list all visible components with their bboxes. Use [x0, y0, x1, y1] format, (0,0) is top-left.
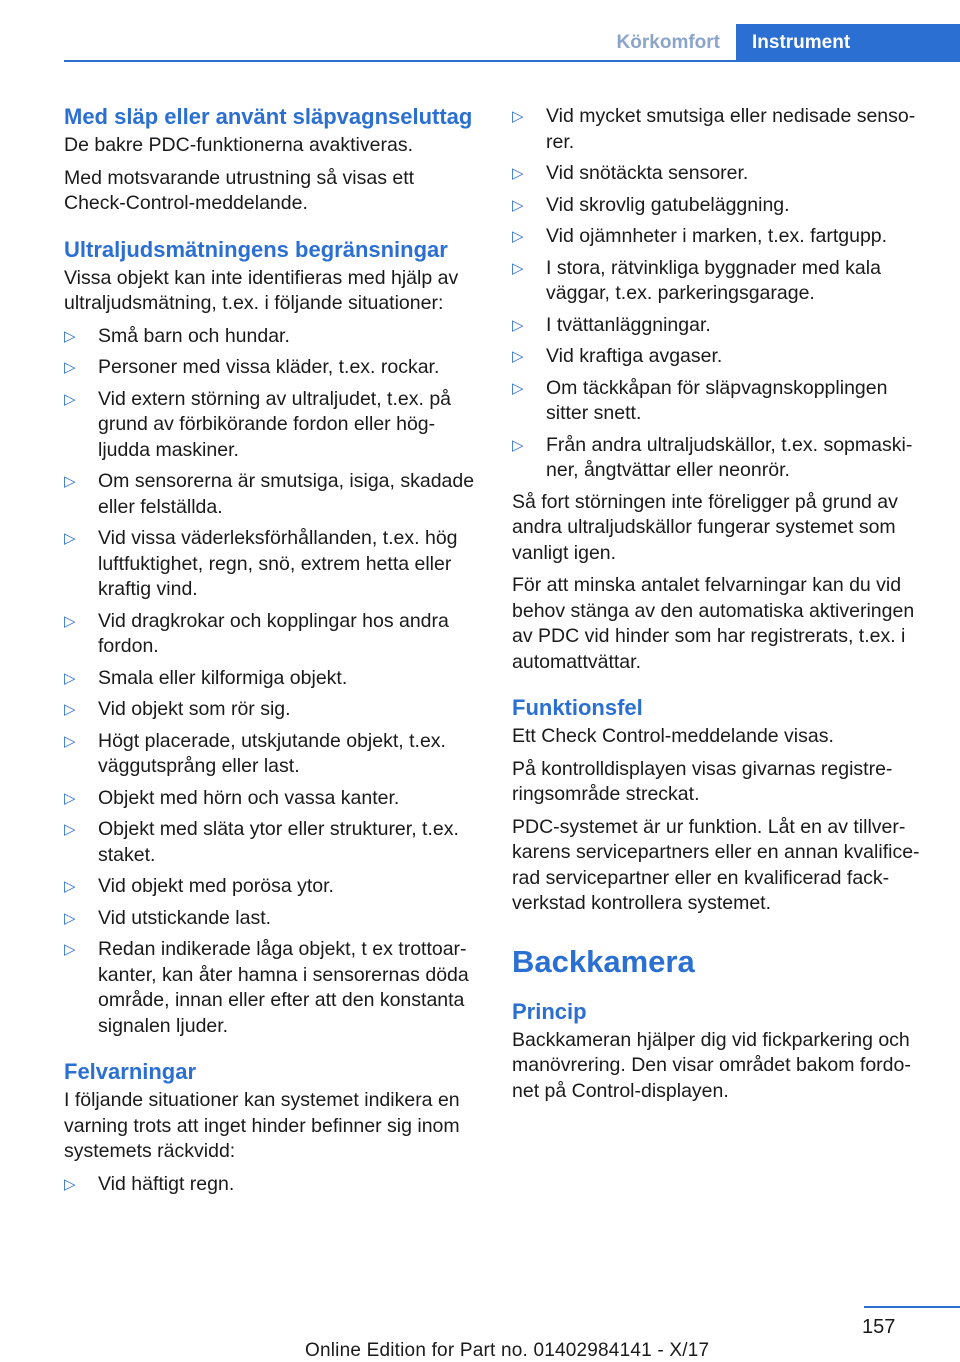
- heading-principle: Princip: [512, 998, 587, 1024]
- list-item-text: Om sensorerna är smutsiga, isiga, skadade eller felställda.: [98, 470, 475, 518]
- list-item: [64, 526, 479, 603]
- heading-malfunction: Funktionsfel: [512, 695, 643, 720]
- list-item-text: Högt placerade, utskjutande objekt, t.ex. väggutsprång eller last.: [98, 729, 446, 777]
- paragraph: Vissa objekt kan inte identifieras med hjälp av ultraljudsmätning, t.ex. i följande situationer:: [64, 266, 459, 314]
- list-item: [512, 104, 930, 155]
- triangle-bullet-icon: ▷: [64, 732, 76, 750]
- edition-footer: Online Edition for Part no. 01402984141 - X/17: [305, 1340, 710, 1361]
- list-item-text: Smala eller kilformiga objekt.: [98, 666, 348, 689]
- list-item-text: Personer med vissa kläder, t.ex. rockar.: [98, 356, 440, 378]
- triangle-bullet-icon: ▷: [512, 228, 524, 245]
- list-item-text: Objekt med släta ytor eller strukturer, t.ex. staket.: [98, 818, 459, 866]
- list-item: [64, 387, 479, 464]
- triangle-bullet-icon: ▷: [64, 909, 76, 927]
- paragraph: På kontrolldisplayen visas givarnas registre-ringsområde streckat.: [512, 757, 893, 805]
- header-rule: [64, 60, 960, 62]
- list-item: [64, 786, 479, 812]
- list-item-text: Små barn och hundar.: [98, 324, 290, 347]
- list-item: [512, 193, 930, 219]
- list-item-text: Vid mycket smutsiga eller nedisade senso-rer.: [546, 105, 916, 153]
- list-item-text: Vid skrovlig gatubeläggning.: [546, 193, 790, 216]
- heading-false-alarms: Felvarningar: [64, 1059, 197, 1084]
- list-item: [512, 161, 930, 187]
- list-item-text: Vid utstickande last.: [98, 906, 272, 929]
- list-item-text: Om täckkåpan för släpvagnskopplingen sitter snett.: [546, 376, 888, 424]
- paragraph: De bakre PDC-funktionerna avaktiveras.: [64, 134, 413, 156]
- list-item-text: Vid häftigt regn.: [98, 1172, 235, 1195]
- heading-limits: Ultraljudsmätningens begränsningar: [64, 236, 448, 262]
- list-item-text: Vid kraftiga avgaser.: [546, 345, 723, 367]
- list-item: [64, 906, 479, 932]
- triangle-bullet-icon: ▷: [64, 701, 76, 718]
- triangle-bullet-icon: ▷: [64, 359, 76, 376]
- triangle-bullet-icon: ▷: [512, 196, 524, 214]
- triangle-bullet-icon: ▷: [64, 821, 76, 838]
- list-item: [64, 874, 479, 900]
- tab-section[interactable]: Körkomfort: [616, 32, 720, 53]
- tab-active-chapter[interactable]: Instrument: [736, 24, 960, 61]
- list-item-text: Vid dragkrokar och kopplingar hos andra fordon.: [98, 609, 449, 657]
- list-item: [64, 817, 479, 868]
- list-item-text: Vid snötäckta sensorer.: [546, 162, 749, 184]
- triangle-bullet-icon: ▷: [64, 327, 76, 345]
- paragraph: Ett Check Control-meddelande visas.: [512, 725, 834, 747]
- paragraph: För att minska antalet felvarningar kan du vid behov stänga av den automatiska aktiveringen av PDC vid hinder som har registrerats, t.ex. i automattvättar.: [512, 574, 915, 673]
- paragraph: I följande situationer kan systemet indikera en varning trots att inget hinder befinner sig inom systemets räckvidd:: [64, 1089, 460, 1162]
- right-column: [512, 104, 930, 1111]
- list-item-text: Vid vissa väderleksförhållanden, t.ex. hög luftfuktighet, regn, snö, extrem hetta eller kraftig vind.: [98, 527, 458, 600]
- list-item-text: Från andra ultraljudskällor, t.ex. sopmaski-ner, ångtvättar eller neonrör.: [546, 433, 913, 481]
- list-item: [64, 609, 479, 660]
- false-alarms-list-continued: [512, 104, 930, 484]
- paragraph: Så fort störningen inte föreligger på grund av andra ultraljudskällor fungerar systemet som vanligt igen.: [512, 490, 898, 564]
- triangle-bullet-icon: ▷: [64, 1175, 76, 1193]
- list-item: [512, 256, 930, 307]
- triangle-bullet-icon: ▷: [512, 348, 524, 365]
- list-item-text: I tvättanläggningar.: [546, 313, 711, 336]
- triangle-bullet-icon: ▷: [512, 108, 524, 125]
- triangle-bullet-icon: ▷: [512, 379, 524, 397]
- list-item: [64, 666, 479, 692]
- triangle-bullet-icon: ▷: [64, 669, 76, 687]
- list-item-text: Vid extern störning av ultraljudet, t.ex. på grund av förbikörande fordon eller hög-ljudda maskiner.: [98, 387, 452, 461]
- list-item-text: I stora, rätvinkliga byggnader med kala väggar, t.ex. parkeringsgarage.: [546, 256, 881, 304]
- list-item: [512, 376, 930, 427]
- list-item-text: Vid objekt med porösa ytor.: [98, 875, 334, 897]
- heading-trailer: Med släp eller använt släpvagnseluttag: [64, 104, 473, 129]
- header-tabs: [601, 24, 960, 61]
- triangle-bullet-icon: ▷: [64, 473, 76, 490]
- list-item: [64, 469, 479, 520]
- list-item: [512, 313, 930, 339]
- triangle-bullet-icon: ▷: [512, 259, 524, 277]
- left-column: [64, 104, 479, 1203]
- list-item-text: Vid objekt som rör sig.: [98, 698, 291, 720]
- list-item: [512, 224, 930, 250]
- list-item: [64, 697, 479, 723]
- list-item: [64, 937, 479, 1039]
- list-item: [64, 1172, 479, 1198]
- list-item: [512, 433, 930, 484]
- triangle-bullet-icon: ▷: [64, 530, 76, 547]
- limits-list: [64, 324, 479, 1040]
- triangle-bullet-icon: ▷: [64, 789, 76, 807]
- footer-rule: [864, 1306, 960, 1308]
- paragraph: Backkameran hjälper dig vid fickparkering och manövrering. Den visar området bakom fordo-net på Control-displayen.: [512, 1028, 911, 1102]
- list-item: [64, 729, 479, 780]
- triangle-bullet-icon: ▷: [512, 316, 524, 334]
- triangle-bullet-icon: ▷: [64, 390, 76, 408]
- triangle-bullet-icon: ▷: [512, 436, 524, 454]
- list-item: [64, 355, 479, 381]
- paragraph: Med motsvarande utrustning så visas ett Check-Control-meddelande.: [64, 166, 415, 214]
- list-item: [64, 324, 479, 350]
- list-item-text: Redan indikerade låga objekt, t ex trottoar-kanter, kan åter hamna i sensorernas döda område, innan eller efter att den konstanta signalen ljuder.: [98, 938, 469, 1037]
- triangle-bullet-icon: ▷: [64, 612, 76, 630]
- list-item-text: Vid ojämnheter i marken, t.ex. fartgupp.: [546, 225, 888, 247]
- heading-rear-camera: Backkamera: [512, 943, 695, 979]
- list-item-text: Objekt med hörn och vassa kanter.: [98, 786, 400, 809]
- triangle-bullet-icon: ▷: [64, 878, 76, 895]
- paragraph: PDC-systemet är ur funktion. Låt en av tillver-karens servicepartners eller en annan kvalifice-rad servicepartner eller en kvalificerad fack-verkstad kontrollera systemet.: [512, 815, 920, 914]
- list-item: [512, 344, 930, 370]
- page-number: 157: [862, 1316, 896, 1338]
- false-alarms-list: [64, 1172, 479, 1198]
- triangle-bullet-icon: ▷: [64, 941, 76, 958]
- triangle-bullet-icon: ▷: [512, 165, 524, 182]
